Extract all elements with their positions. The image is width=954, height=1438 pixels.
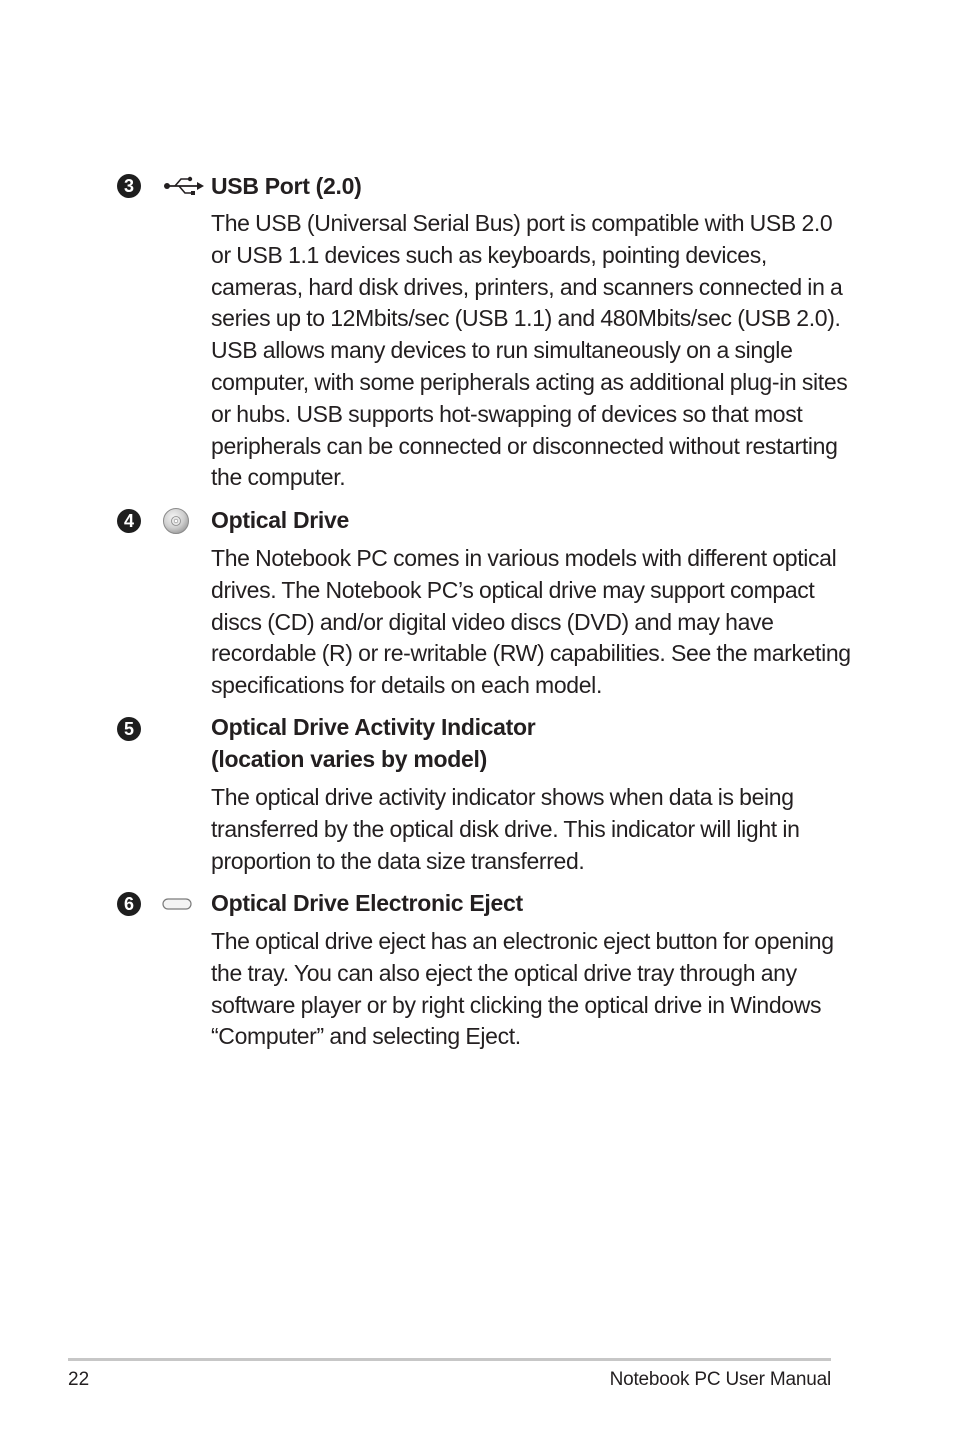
callout-number: 4 bbox=[117, 509, 141, 533]
callout-number: 5 bbox=[117, 717, 141, 741]
section-body: The USB (Universal Serial Bus) port is compatible with USB 2.0 or USB 1.1 devices such as keyboards, pointing devices, cameras, hard disk drives, printers, and scanners connected in a series up to 12Mbits/sec (USB 1.1) and 480Mbits/sec (USB 2.0). USB allows many devices to run simultaneously on a single computer, with some peripherals acting as additional plug-in sites or hubs. USB supports hot-swapping of devices so that most peripherals can be connected or disconnected without restarting the computer. bbox=[211, 210, 848, 491]
section-heading bbox=[211, 711, 851, 775]
section-body: The optical drive eject has an electronic eject button for opening the tray. You can also eject the optical drive tray through any software player or by right clicking the optical drive in Windows “Computer” and selecting Eject. bbox=[211, 928, 834, 1050]
page-number: 22 bbox=[68, 1369, 90, 1390]
section-heading: USB Port (2.0) bbox=[211, 173, 362, 199]
callout-number: 6 bbox=[117, 892, 141, 916]
section-body: The Notebook PC comes in various models with different optical drives. The Notebook PC’s optical drive may support compact discs (CD) and/or digital video discs (DVD) and may have recordable (R) or re-writable (RW) capabilities. See the marketing specifications for details on each model. bbox=[211, 545, 851, 699]
manual-title: Notebook PC User Manual bbox=[609, 1369, 831, 1390]
usb-icon bbox=[162, 176, 204, 201]
optical-disc-icon bbox=[162, 507, 190, 540]
callout-number: 3 bbox=[117, 174, 141, 198]
section-heading-line-1: Optical Drive Activity Indicator bbox=[211, 714, 536, 740]
section-body: The optical drive activity indicator shows when data is being transferred by the optical disk drive. This indicator will light in proportion to the data size transferred. bbox=[211, 784, 800, 874]
section-heading: Optical Drive Electronic Eject bbox=[211, 890, 523, 916]
footer-divider bbox=[68, 1358, 831, 1361]
section-heading: Optical Drive bbox=[211, 507, 349, 533]
section-heading-line-2: (location varies by model) bbox=[211, 746, 487, 772]
eject-button-icon bbox=[162, 897, 192, 916]
